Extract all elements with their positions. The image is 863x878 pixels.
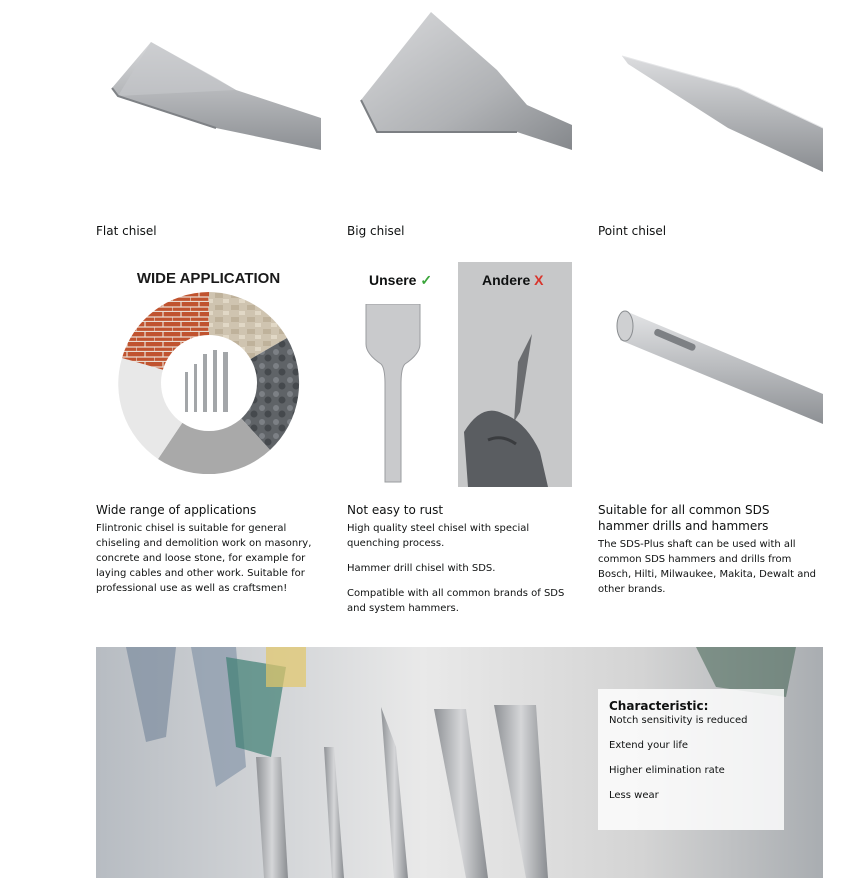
characteristic-item: Less wear: [609, 790, 659, 801]
characteristic-banner: [96, 647, 823, 878]
characteristic-title: Characteristic:: [609, 699, 709, 713]
application-wheel-icon: [118, 292, 300, 474]
feature-block: [598, 502, 823, 607]
feature-text: [96, 521, 321, 596]
sds-shaft-icon: [598, 284, 823, 464]
feature-paragraph: The SDS-Plus shaft can be used with all common SDS hammers and drills from Bosch, Hilti, Milwaukee, Makita, Dewalt and other brands.: [598, 539, 817, 595]
big-chisel-icon: [347, 0, 572, 180]
characteristic-item: Extend your life: [609, 740, 689, 751]
product-caption: Big chisel: [347, 224, 405, 238]
feature-block: [347, 502, 572, 626]
comparison-graphic: [347, 262, 572, 487]
chisel-illustration-icon: [361, 304, 425, 484]
product-point-chisel: [598, 0, 823, 245]
sds-shaft-graphic: [598, 262, 823, 487]
feature-title: Suitable for all common SDS hammer drills and hammers: [598, 503, 770, 533]
wide-application-title: WIDE APPLICATION: [136, 270, 281, 287]
feature-paragraph: Hammer drill chisel with SDS.: [347, 563, 496, 574]
characteristic-box: [598, 689, 784, 830]
product-caption: Flat chisel: [96, 224, 157, 238]
feature-title: Not easy to rust: [347, 503, 444, 517]
unsere-label: Unsere: [369, 272, 417, 288]
flat-chisel-icon: [96, 0, 321, 180]
feature-text: [347, 521, 572, 616]
feature-block: [96, 502, 321, 606]
unsere-panel: [347, 262, 458, 487]
andere-label: Andere: [482, 272, 531, 288]
andere-panel: [458, 262, 572, 487]
product-flat-chisel: [96, 0, 321, 245]
point-chisel-icon: [598, 0, 823, 180]
check-icon: ✓: [420, 272, 433, 288]
characteristic-item: Higher elimination rate: [609, 765, 725, 776]
rusty-chisel-icon: [458, 322, 572, 487]
product-big-chisel: [347, 0, 572, 245]
feature-paragraph: High quality steel chisel with special quenching process.: [347, 523, 530, 549]
wide-application-graphic: [96, 262, 321, 487]
feature-text: [598, 537, 823, 597]
characteristic-item: Notch sensitivity is reduced: [609, 715, 748, 726]
feature-title: Wide range of applications: [96, 503, 257, 517]
cross-icon: X: [534, 272, 544, 288]
feature-paragraph: Flintronic chisel is suitable for general chiseling and demolition work on masonry, concrete and loose stone, for example for laying cables and other work. Suitable for professional use as well as craftsmen!: [96, 523, 312, 594]
product-caption: Point chisel: [598, 224, 667, 238]
feature-paragraph: Compatible with all common brands of SDS and system hammers.: [347, 588, 565, 614]
